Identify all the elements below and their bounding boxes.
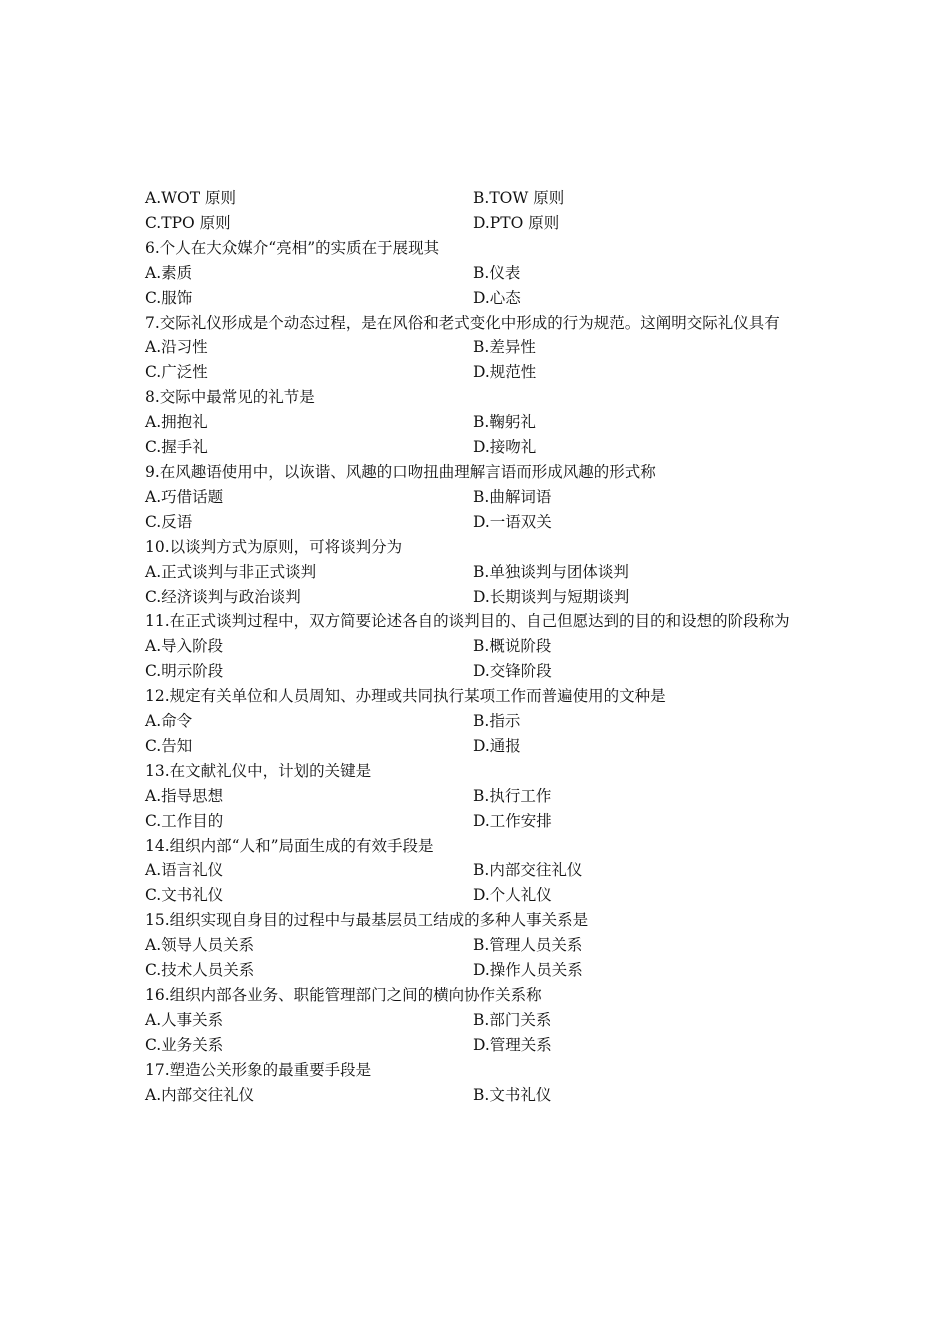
option-left: A.内部交往礼仪 bbox=[145, 1085, 255, 1104]
option-right: D.规范性 bbox=[473, 363, 537, 382]
option-row bbox=[145, 958, 810, 983]
option-right: B.管理人员关系 bbox=[473, 936, 583, 955]
option-right: D.管理关系 bbox=[473, 1035, 552, 1054]
option-right: B.指示 bbox=[473, 712, 521, 731]
option-left: C.告知 bbox=[145, 736, 193, 755]
question-text: 8.交际中最常见的礼节是 bbox=[145, 388, 315, 407]
option-left: C.技术人员关系 bbox=[145, 961, 255, 980]
option-left: A.沿习性 bbox=[145, 338, 208, 357]
option-row bbox=[145, 261, 810, 286]
option-right: B.部门关系 bbox=[473, 1010, 552, 1029]
question-text: 11.在正式谈判过程中，双方简要论述各自的谈判目的、自己但愿达到的目的和设想的阶段称为 bbox=[145, 612, 790, 631]
option-right: D.长期谈判与短期谈判 bbox=[473, 587, 630, 606]
option-row bbox=[145, 410, 810, 435]
option-left: C.文书礼仪 bbox=[145, 886, 224, 905]
option-left: A.素质 bbox=[145, 263, 193, 282]
option-row bbox=[145, 809, 810, 834]
option-left: A.指导思想 bbox=[145, 786, 224, 805]
option-left: A.领导人员关系 bbox=[145, 936, 255, 955]
option-row bbox=[145, 1083, 810, 1108]
option-row bbox=[145, 286, 810, 311]
option-right: B.内部交往礼仪 bbox=[473, 861, 583, 880]
option-left: A.拥抱礼 bbox=[145, 413, 208, 432]
question-text: 10.以谈判方式为原则，可将谈判分为 bbox=[145, 537, 403, 556]
option-row bbox=[145, 634, 810, 659]
option-left: C.反语 bbox=[145, 512, 193, 531]
option-left: A.人事关系 bbox=[145, 1010, 224, 1029]
option-row bbox=[145, 933, 810, 958]
question-text: 13.在文献礼仪中，计划的关键是 bbox=[145, 761, 372, 780]
option-row bbox=[145, 510, 810, 535]
option-left: A.正式谈判与非正式谈判 bbox=[145, 562, 317, 581]
option-row bbox=[145, 335, 810, 360]
option-left: C.经济谈判与政治谈判 bbox=[145, 587, 301, 606]
option-row bbox=[145, 560, 810, 585]
question-text: 15.组织实现自身目的过程中与最基层员工结成的多种人事关系是 bbox=[145, 911, 589, 930]
question-text: 7.交际礼仪形成是个动态过程，是在风俗和老式变化中形成的行为规范。这阐明交际礼仪具有 bbox=[145, 313, 780, 332]
option-row bbox=[145, 435, 810, 460]
option-right: D.通报 bbox=[473, 736, 521, 755]
option-left: C.工作目的 bbox=[145, 811, 224, 830]
option-right: B.差异性 bbox=[473, 338, 536, 357]
option-left: C.业务关系 bbox=[145, 1035, 224, 1054]
option-right: D.接吻礼 bbox=[473, 438, 537, 457]
option-left: C.服饰 bbox=[145, 288, 193, 307]
option-row bbox=[145, 485, 810, 510]
option-right: B.仪表 bbox=[473, 263, 521, 282]
option-left: A.WOT 原则 bbox=[145, 189, 237, 207]
option-right: B.曲解词语 bbox=[473, 487, 552, 506]
option-right: B.文书礼仪 bbox=[473, 1085, 552, 1104]
option-row bbox=[145, 734, 810, 759]
option-right: B.概说阶段 bbox=[473, 637, 552, 656]
question-text: 6.个人在大众媒介“亮相”的实质在于展现其 bbox=[145, 238, 440, 257]
option-left: C.广泛性 bbox=[145, 363, 208, 382]
question-text: 14.组织内部“人和”局面生成的有效手段是 bbox=[145, 836, 434, 855]
option-row bbox=[145, 1008, 810, 1033]
option-right: D.个人礼仪 bbox=[473, 886, 552, 905]
question-text: 16.组织内部各业务、职能管理部门之间的横向协作关系称 bbox=[145, 986, 542, 1004]
option-left: C.TPO 原则 bbox=[145, 213, 231, 232]
option-right: B.执行工作 bbox=[473, 786, 552, 805]
option-left: A.语言礼仪 bbox=[145, 861, 224, 880]
option-row bbox=[145, 585, 810, 610]
option-left: A.巧借话题 bbox=[145, 487, 224, 506]
option-right: D.工作安排 bbox=[473, 811, 552, 830]
option-row bbox=[145, 1033, 810, 1058]
question-text: 17.塑造公关形象的最重要手段是 bbox=[145, 1060, 372, 1079]
option-left: C.明示阶段 bbox=[145, 662, 224, 681]
option-right: D.PTO 原则 bbox=[473, 213, 560, 232]
option-left: A.导入阶段 bbox=[145, 637, 224, 656]
option-row bbox=[145, 858, 810, 883]
option-right: B.鞠躬礼 bbox=[473, 413, 536, 432]
option-row bbox=[145, 211, 810, 236]
option-row bbox=[145, 186, 810, 211]
option-left: C.握手礼 bbox=[145, 438, 208, 457]
option-right: D.一语双关 bbox=[473, 512, 552, 531]
option-left: A.命令 bbox=[145, 712, 193, 731]
option-row bbox=[145, 709, 810, 734]
question-text: 12.规定有关单位和人员周知、办理或共同执行某项工作而普遍使用的文种是 bbox=[145, 687, 666, 706]
option-right: D.操作人员关系 bbox=[473, 961, 583, 980]
option-row bbox=[145, 883, 810, 908]
option-right: D.心态 bbox=[473, 288, 521, 307]
option-row bbox=[145, 784, 810, 809]
option-row bbox=[145, 659, 810, 684]
option-right: B.TOW 原则 bbox=[473, 189, 565, 207]
option-right: D.交锋阶段 bbox=[473, 662, 552, 681]
option-row bbox=[145, 360, 810, 385]
document-page bbox=[145, 186, 810, 1108]
question-text: 9.在风趣语使用中，以诙谐、风趣的口吻扭曲理解言语而形成风趣的形式称 bbox=[145, 462, 656, 481]
option-right: B.单独谈判与团体谈判 bbox=[473, 562, 629, 581]
